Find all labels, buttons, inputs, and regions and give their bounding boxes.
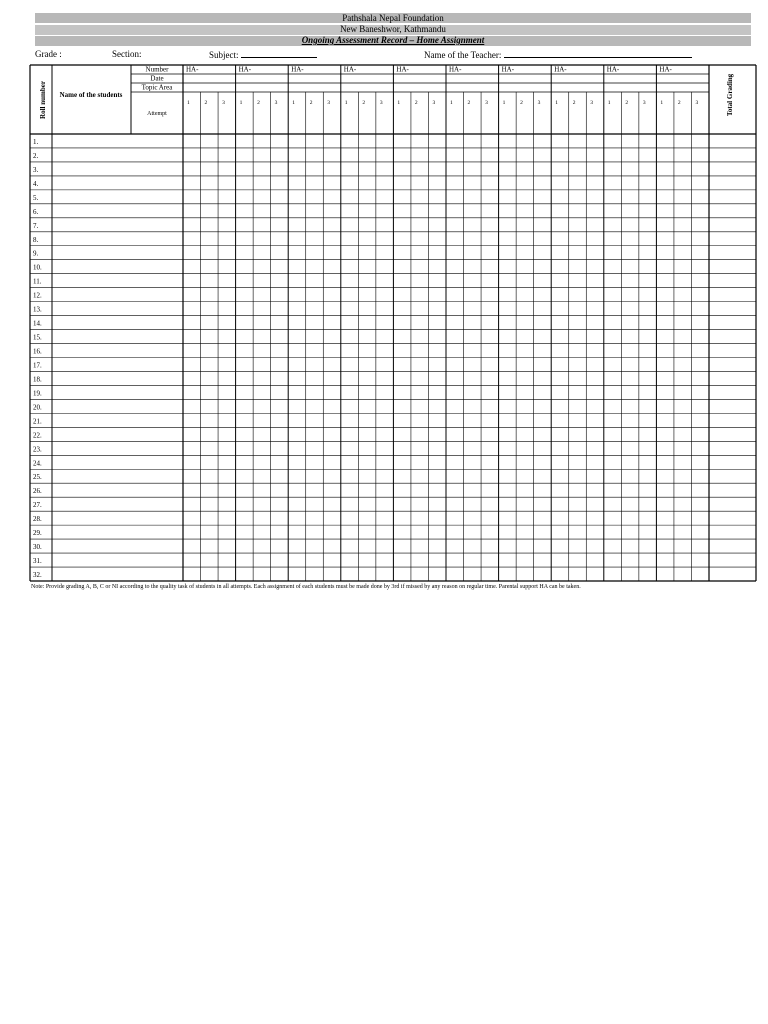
attempt-number-label: 3 bbox=[695, 100, 699, 106]
roll-number-header: Roll number bbox=[39, 81, 47, 119]
roll-number-cell: 26. bbox=[33, 487, 42, 496]
assignment-number-label: HA- bbox=[396, 65, 409, 74]
roll-number-cell: 6. bbox=[33, 207, 39, 216]
roll-number-cell: 32. bbox=[33, 571, 42, 579]
attempt-number-label: 1 bbox=[555, 100, 558, 106]
attempt-number-label: 1 bbox=[187, 100, 190, 106]
section-label: Section: bbox=[112, 49, 142, 59]
attempt-number-label: 3 bbox=[274, 100, 278, 106]
roll-number-cell: 7. bbox=[33, 221, 39, 230]
roll-number-cell: 20. bbox=[33, 403, 42, 412]
attempt-number-label: 2 bbox=[309, 100, 313, 106]
roll-number-cell: 25. bbox=[33, 473, 42, 482]
roll-number-cell: 10. bbox=[33, 263, 42, 272]
attempt-number-label: 1 bbox=[344, 100, 348, 106]
assignment-number-label: HA- bbox=[659, 65, 672, 74]
attempt-number-label: 3 bbox=[537, 100, 541, 106]
roll-number-cell: 5. bbox=[33, 193, 39, 202]
attempt-number-label: 2 bbox=[414, 100, 418, 106]
roll-number-cell: 17. bbox=[33, 361, 42, 370]
roll-number-cell: 24. bbox=[33, 459, 42, 468]
roll-number-cell: 23. bbox=[33, 445, 42, 454]
roll-number-cell: 2. bbox=[33, 151, 39, 160]
attempt-number-label: 2 bbox=[625, 100, 629, 106]
organization-address: New Baneshwor, Kathmandu bbox=[340, 24, 446, 34]
student-name-header: Name of the students bbox=[59, 91, 123, 99]
note-text: Note: Provide grading A, B, C or NI according to the quality task of students in all attempts. Each assignment of each students must be made done by 3rd if missed by any reason on regular time. Parental support HA can be taken. bbox=[31, 584, 581, 590]
roll-number-cell: 27. bbox=[33, 501, 42, 510]
total-grading-header: Total Grading bbox=[726, 73, 734, 117]
attempt-number-label: 2 bbox=[467, 100, 471, 106]
attempt-number-label: 3 bbox=[432, 100, 436, 106]
roll-number-cell: 19. bbox=[33, 389, 42, 398]
roll-number-cell: 18. bbox=[33, 375, 42, 384]
attempt-number-label: 1 bbox=[502, 100, 506, 106]
assignment-number-label: HA- bbox=[501, 65, 515, 74]
roll-number-cell: 21. bbox=[33, 417, 42, 426]
roll-number-cell: 29. bbox=[33, 529, 42, 538]
roll-number-cell: 15. bbox=[33, 333, 42, 342]
teacher-label: Name of the Teacher: bbox=[424, 50, 502, 60]
grade-label: Grade : bbox=[35, 49, 62, 59]
attempt-number-label: 2 bbox=[677, 100, 681, 106]
roll-number-cell: 1. bbox=[33, 137, 39, 146]
roll-number-cell: 9. bbox=[33, 249, 39, 258]
roll-number-cell: 12. bbox=[33, 291, 42, 300]
roll-number-cell: 16. bbox=[33, 347, 42, 356]
attempt-number-label: 3 bbox=[222, 100, 225, 106]
roll-number-cell: 30. bbox=[33, 543, 42, 552]
number-row-label: Number bbox=[145, 65, 169, 74]
assignment-number-label: HA- bbox=[291, 65, 304, 74]
subject-label: Subject: bbox=[209, 50, 239, 60]
attempt-number-label: 3 bbox=[590, 100, 594, 106]
roll-number-cell: 31. bbox=[33, 557, 42, 566]
roll-number-cell: 3. bbox=[33, 165, 39, 174]
attempt-number-label: 3 bbox=[379, 100, 383, 106]
attempt-number-label: 1 bbox=[450, 100, 453, 106]
roll-number-cell: 4. bbox=[33, 179, 39, 188]
attempt-number-label: 1 bbox=[607, 100, 611, 106]
attempt-number-label: 2 bbox=[572, 100, 576, 106]
attempt-number-label: 1 bbox=[660, 100, 664, 106]
date-row-label: Date bbox=[150, 74, 164, 83]
assignment-number-label: HA- bbox=[186, 65, 199, 74]
topic-area-row-label: Topic Area bbox=[141, 83, 173, 92]
roll-number-cell: 14. bbox=[33, 319, 42, 328]
assignment-number-label: HA- bbox=[343, 65, 357, 74]
attempt-row-label: Attempt bbox=[147, 111, 167, 117]
assignment-number-label: HA- bbox=[606, 65, 620, 74]
roll-number-cell: 11. bbox=[33, 277, 42, 286]
roll-number-cell: 28. bbox=[33, 515, 42, 524]
attempt-number-label: 2 bbox=[204, 100, 208, 106]
attempt-number-label: 1 bbox=[397, 100, 401, 106]
attempt-number-label: 2 bbox=[362, 100, 366, 106]
roll-number-cell: 22. bbox=[33, 431, 42, 440]
attempt-number-label: 1 bbox=[292, 100, 295, 106]
attempt-number-label: 2 bbox=[520, 100, 523, 106]
attempt-number-label: 2 bbox=[257, 100, 260, 106]
roll-number-cell: 8. bbox=[33, 235, 39, 244]
assignment-number-label: HA- bbox=[238, 65, 252, 74]
attempt-number-label: 3 bbox=[485, 100, 488, 106]
roll-number-cell: 13. bbox=[33, 305, 42, 314]
attempt-number-label: 3 bbox=[327, 100, 331, 106]
document-title: Ongoing Assessment Record – Home Assignment bbox=[301, 35, 485, 45]
attempt-number-label: 1 bbox=[239, 100, 243, 106]
organization-name: Pathshala Nepal Foundation bbox=[342, 13, 444, 23]
attempt-number-label: 3 bbox=[642, 100, 646, 106]
assignment-number-label: HA- bbox=[449, 65, 462, 74]
assignment-number-label: HA- bbox=[554, 65, 567, 74]
